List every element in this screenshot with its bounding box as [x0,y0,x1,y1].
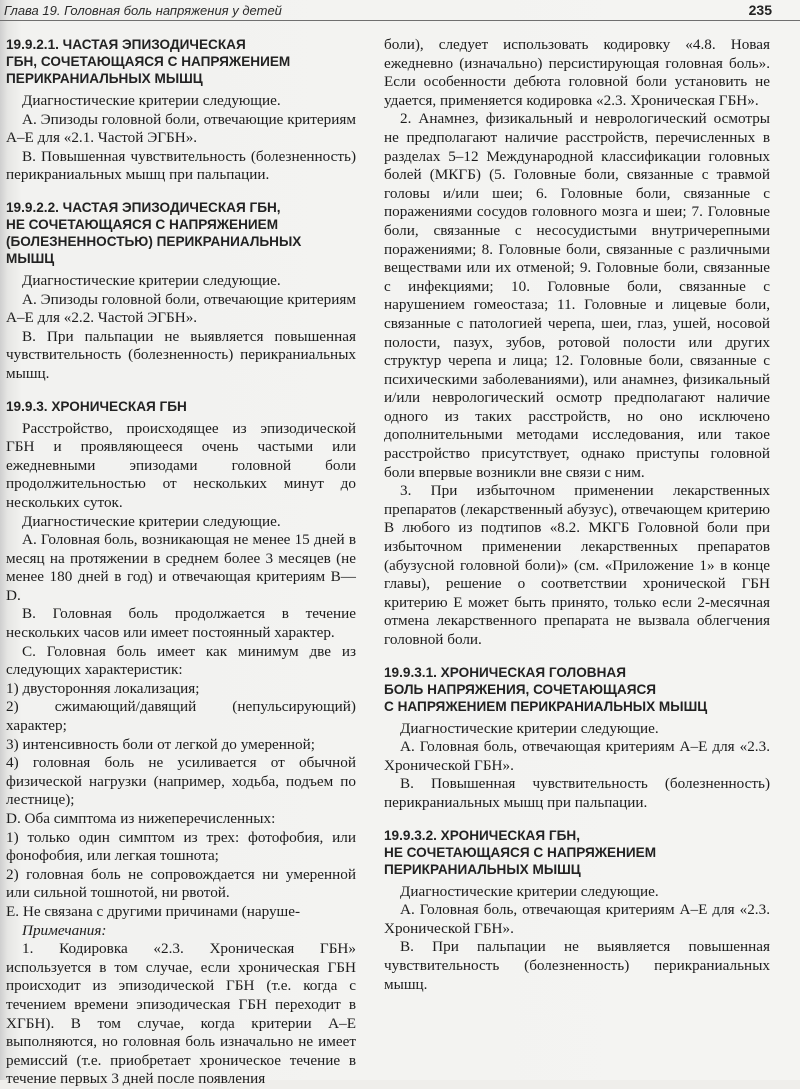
right-column [384,36,770,994]
section-heading: 19.9.3.2. ХРОНИЧЕСКАЯ ГБН, НЕ СОЧЕТАЮЩАЯСЯ С НАПРЯЖЕНИЕМ ПЕРИКРАНИАЛЬНЫХ МЫШЦ [384,827,657,877]
paragraph: В. При пальпации не выявляется повышенная чувствительность (болезненность) перикраниальных мышц. [384,938,770,993]
section-heading: 19.9.2.2. ЧАСТАЯ ЭПИЗОДИЧЕСКАЯ ГБН, НЕ СОЧЕТАЮЩАЯСЯ С НАПРЯЖЕНИЕМ (БОЛЕЗНЕННОСТЬЮ) ПЕРИКРАНИАЛЬНЫХ МЫШЦ [6,199,302,266]
paragraph: Диагностические критерии следующие. [22,512,281,530]
paragraph: В. Повышенная чувствительность (болезненность) перикраниальных мышц при пальпации. [6,147,356,184]
paragraph: А. Головная боль, отвечающая критериям А–Е для «2.3. Хронической ГБН». [384,901,770,937]
paragraph: 3. При избыточном применении лекарственных препаратов (лекарственный абузус), отвечающем критерию В любого из подтипов «8.2. МКГБ Головной боли при избыточном применении лекарственных препаратов (абузусной головной боли)» (см. «Приложение 1» в конце главы), решение о соответствии хронической ГБН критерию Е может быть принято, только если 2-месячная отмена лекарственного препарата не вызвала облегчения головной боли. [384,482,770,648]
list-item: 1) только один симптом из трех: фотофобия, или фонофобия, или легкая тошнота; [6,828,356,865]
section-heading: 19.9.3. ХРОНИЧЕСКАЯ ГБН [6,398,187,414]
paragraph: Диагностические критерии следующие. [22,271,281,289]
paragraph: Диагностические критерии следующие. [400,882,659,900]
paragraph: А. Эпизоды головной боли, отвечающие критериям А–Е для «2.2. Частой ЭГБН». [6,290,356,327]
paragraph: В. При пальпации не выявляется повышенная чувствительность (болезненность) перикраниальных мышц. [6,327,356,382]
list-item: 1) двусторонняя локализация; [6,679,200,697]
list-item: 2) сжимающий/давящий (непульсирующий) характер; [6,698,356,735]
paragraph: Расстройство, происходящее из эпизодической ГБН и проявляющееся очень частыми или ежедневными эпизодами головной боли продолжительностью от нескольких минут до нескольких суток. [6,419,356,511]
section-heading: 19.9.3.1. ХРОНИЧЕСКАЯ ГОЛОВНАЯ БОЛЬ НАПРЯЖЕНИЯ, СОЧЕТАЮЩАЯСЯ С НАПРЯЖЕНИЕМ ПЕРИКРАНИАЛЬНЫХ МЫШЦ [384,664,708,714]
list-item: 3) интенсивность боли от легкой до умеренной; [6,735,315,753]
paragraph: А. Головная боль, отвечающая критериям А–Е для «2.3. Хронической ГБН». [384,738,770,774]
notes-label: Примечания: [22,921,107,939]
paragraph: Диагностические критерии следующие. [400,719,659,737]
paragraph: боли), следует использовать кодировку «4.8. Новая ежедневно (изначально) персистирующая головная боль». Если особенности дебюта головной боли установить не удается, применяется кодировка «2.3. Хроническая ГБН». [384,36,770,109]
list-item: 2) головная боль не сопровождается ни умеренной или сильной тошнотой, ни рвотой. [6,865,356,902]
section-heading: 19.9.2.1. ЧАСТАЯ ЭПИЗОДИЧЕСКАЯ ГБН, СОЧЕТАЮЩАЯСЯ С НАПРЯЖЕНИЕМ ПЕРИКРАНИАЛЬНЫХ МЫШЦ [6,37,291,86]
page-number: 235 [748,2,772,18]
paragraph: А. Головная боль, возникающая не менее 15 дней в месяц на протяжении в среднем более 3 месяцев (не менее 180 дней в год) и отвечающая критериям В—D. [6,531,356,604]
paragraph: В. Головная боль продолжается в течение нескольких часов или имеет постоянный характер. [6,605,356,642]
paragraph: Е. Не связана с другими причинами (наруше- [6,902,301,920]
chapter-title: Глава 19. Головная боль напряжения у детей [4,3,282,18]
paragraph: В. Повышенная чувствительность (болезненность) перикраниальных мышц при пальпации. [384,775,770,811]
left-column [6,36,356,1089]
note-paragraph: 1. Кодировка «2.3. Хроническая ГБН» используется в том случае, если хроническая ГБН происходит из эпизодической ГБН (т.е. когда с течением времени эпизодическая ГБН переходит в ХГБН). В том случае, когда критерии А–Е выполняются, но головная боль изначально не имеет ремиссий (т.е. приобретает хроническое течение в течение первых 3 дней после появления [6,940,356,1088]
list-item: 4) головная боль не усиливается от обычной физической нагрузки (например, ходьба, подъем по лестнице); [6,754,356,809]
paragraph: А. Эпизоды головной боли, отвечающие критериям А–Е для «2.1. Частой ЭГБН». [6,110,356,147]
paragraph: С. Головная боль имеет как минимум две из следующих характеристик: [6,642,356,679]
paragraph: 2. Анамнез, физикальный и неврологический осмотры не предполагают наличие расстройств, перечисленных в разделах 5–12 Международной классификации головных болей (МКГБ) (5. Головные боли, связанные с травмой головы и/или шеи; 6. Головные боли, связанные с поражениями сосудов головного мозга и шеи; 7. Головные боли, связанные с несосудистыми внутричерепными поражениями; 8. Головные боли, связанные с различными веществами или их отменой; 9. Головные боли, связанные с инфекциями; 10. Головные боли, связанные с нарушением гомеостаза; 11. Головные и лицевые боли, связанные с патологией черепа, шеи, глаз, ушей, носовой полости, пазух, зубов, ротовой полости или других структур черепа и лица; 12. Головные боли, связанные с психическими заболеваниями), или анамнез, физикальный и/или неврологический осмотр предполагают наличие одного из таких расстройств, но оно исключено дополнительными методами исследования, или такое расстройство присутствует, однако приступы головной боли впервые возникли вне связи с ним. [384,110,770,481]
running-header [0,0,800,21]
paragraph: Диагностические критерии следующие. [22,92,281,109]
paragraph: D. Оба симптома из нижеперечисленных: [6,810,276,827]
